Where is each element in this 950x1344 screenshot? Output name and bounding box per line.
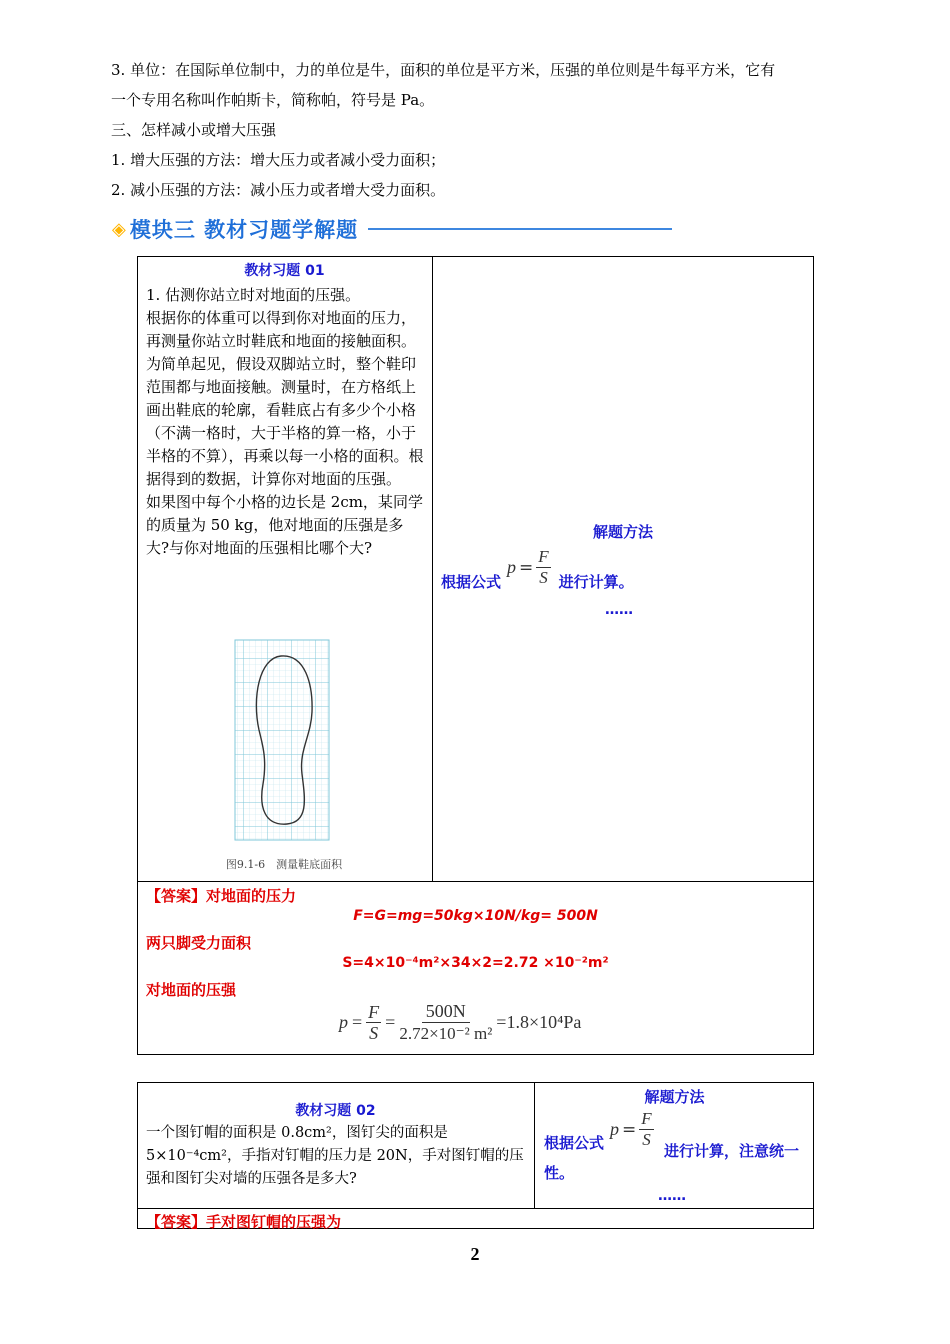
method-suffix: 进行计算。 xyxy=(558,573,634,591)
answer-area-label: 两只脚受力面积 xyxy=(146,934,252,952)
exercise-1-question xyxy=(146,284,426,560)
answer-label: 【答案】对地面的压力 xyxy=(146,887,297,905)
question-ask: 如果图中每个小格的边长是 2cm，某同学的质量为 50 kg，他对地面的压强是多大?与你对地面的压强相比哪个大? xyxy=(146,493,423,557)
intro-line-1: 3. 单位：在国际单位制中，力的单位是牛，面积的单位是平方米，压强的单位则是牛每平方米，它有 xyxy=(111,61,776,79)
answer-denominator: 2.72×10⁻² m² xyxy=(399,1024,493,1043)
intro-line-2: 一个专用名称叫作帕斯卡，简称帕，符号是 Pa。 xyxy=(111,91,435,109)
formula-numerator-2: F xyxy=(641,1109,652,1128)
answer-formula xyxy=(339,1000,581,1045)
formula-p: p xyxy=(507,557,517,577)
answer-frac-num: F xyxy=(368,1002,380,1022)
intro-line-5: 2. 减小压强的方法：减小压力或者增大受力面积。 xyxy=(111,181,446,199)
table-divider xyxy=(432,256,433,882)
method-prefix: 根据公式 xyxy=(441,573,502,591)
question-body: 根据你的体重可以得到你对地面的压力，再测量你站立时鞋底和地面的接触面积。为简单起见，假设双脚站立时，整个鞋印范围都与地面接触。测量时，在方格纸上画出鞋底的轮廓，看鞋底占有多少个小格（不满一格时，大于半格的算一格，小于半格的不算），再乘以每一小格的面积。根据得到的数据，计算你对地面的压强。 xyxy=(146,309,424,488)
formula-denominator: S xyxy=(539,568,548,587)
formula-fraction xyxy=(536,547,550,588)
method-prefix-2: 根据公式 xyxy=(544,1134,605,1152)
table-divider xyxy=(137,1208,814,1209)
intro-heading: 三、怎样减小或增大压强 xyxy=(111,121,277,139)
method-line xyxy=(441,543,634,592)
answer-result: =1.8×10⁴Pa xyxy=(496,1012,582,1032)
section-header xyxy=(112,212,672,246)
intro-line-4: 1. 增大压强的方法：增大压力或者减小受力面积； xyxy=(111,151,446,169)
question-line: 1. 估测你站立时对地面的压强。 xyxy=(146,286,361,304)
formula-eq: = xyxy=(519,557,534,578)
answer-eq-2: = xyxy=(385,1012,396,1032)
answer-frac-2 xyxy=(399,1000,492,1045)
formula-numerator: F xyxy=(538,547,549,566)
diamond-icon: ◈ xyxy=(112,218,126,240)
answer-frac-1 xyxy=(366,1002,381,1043)
exercise-2-title: 教材习题 02 xyxy=(295,1103,376,1119)
section-title: 模块三 教材习题学解题 xyxy=(129,218,359,242)
method-suffix-2: 进行计算，注意统一性。 xyxy=(544,1142,800,1182)
method-ellipsis-2: …… xyxy=(658,1188,686,1204)
figure-caption: 图9.1-6 测量鞋底面积 xyxy=(225,858,343,871)
answer-label-2: 【答案】手对图钉帽的压强为 xyxy=(146,1213,342,1231)
answer-frac-den: S xyxy=(369,1023,379,1043)
formula-eq-2: = xyxy=(622,1119,637,1140)
answer-p: p xyxy=(339,1012,348,1032)
answer-area: S=4×10⁻⁴m²×34×2=2.72 ×10⁻²m² xyxy=(342,955,609,971)
method-title: 解题方法 xyxy=(592,523,653,541)
answer-numerator: 500N xyxy=(422,1000,470,1023)
answer-eq: = xyxy=(352,1012,363,1032)
method-title-2: 解题方法 xyxy=(644,1088,705,1106)
answer-force: F=G=mg=50kg×10N/kg= 500N xyxy=(353,908,598,924)
formula-denominator-2: S xyxy=(642,1130,651,1149)
page-number: 2 xyxy=(470,1244,480,1264)
method-ellipsis: …… xyxy=(605,602,633,618)
answer-pressure-label: 对地面的压强 xyxy=(146,981,237,999)
section-rule xyxy=(368,228,672,230)
table-divider xyxy=(137,881,814,882)
exercise-1-title: 教材习题 01 xyxy=(244,263,325,279)
exercise-2-question: 一个图钉帽的面积是 0.8cm²，图钉尖的面积是 5×10⁻⁴cm²，手指对钉帽的压力是 20N，手对图钉帽的压强和图钉尖对墙的压强各是多大? xyxy=(146,1125,524,1187)
formula-p-2: p xyxy=(610,1119,620,1139)
grid-shoe-outline-image xyxy=(219,634,349,878)
shoe-figure xyxy=(219,634,349,878)
